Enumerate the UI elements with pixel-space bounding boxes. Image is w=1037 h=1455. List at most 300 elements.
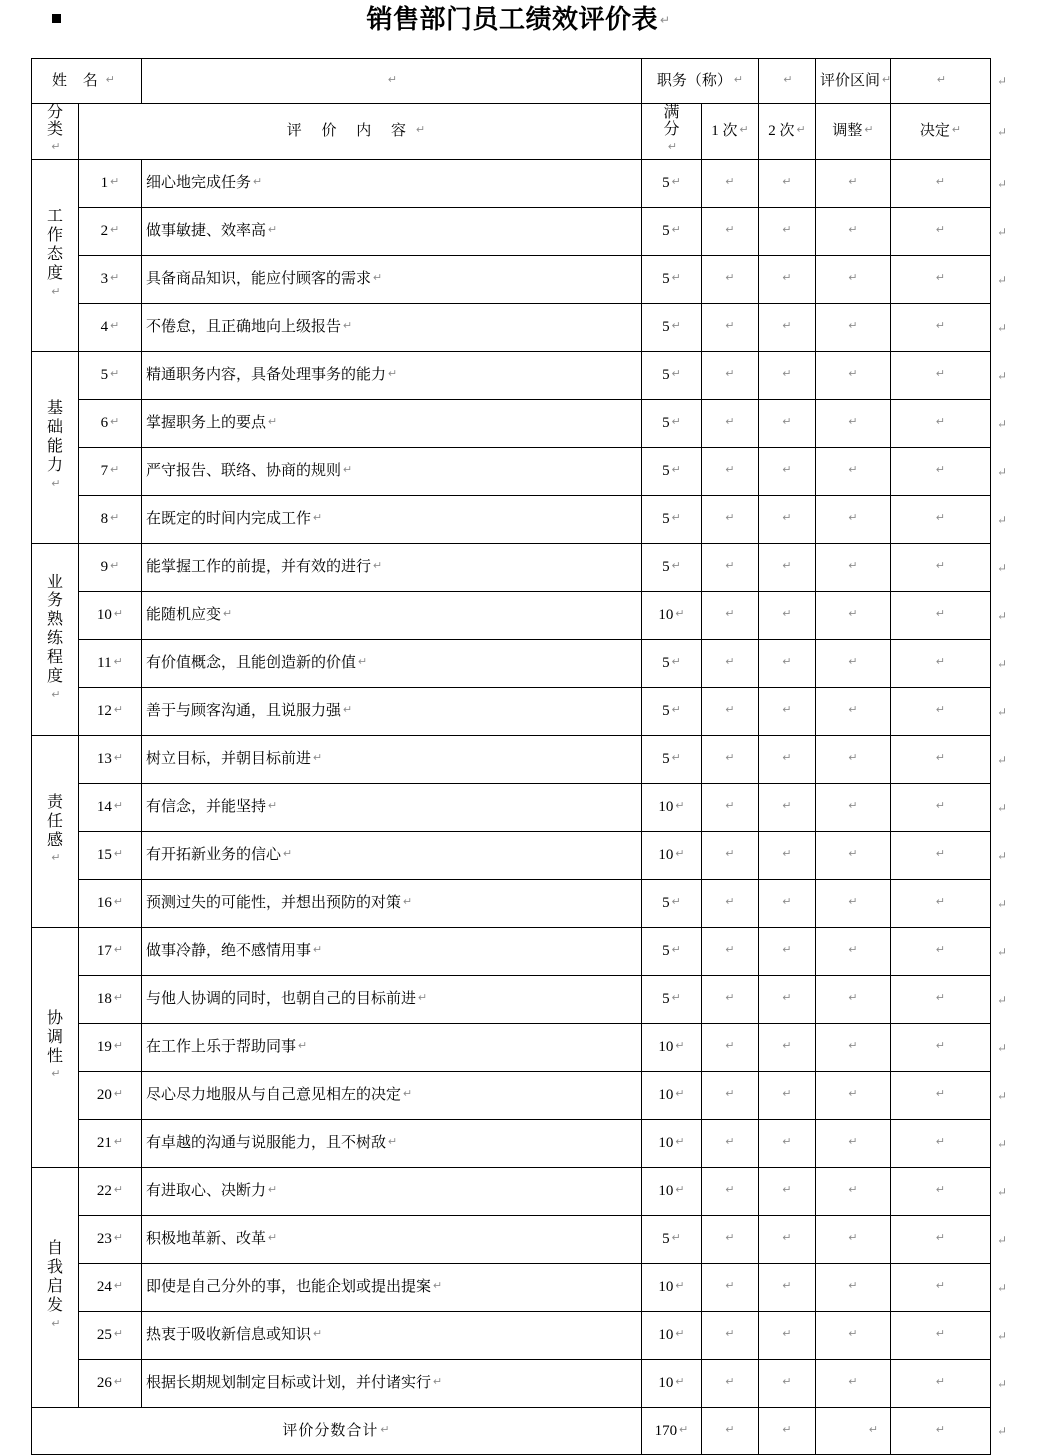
pilcrow-mark: ↵ bbox=[725, 272, 735, 285]
item-adjust[interactable] bbox=[816, 400, 891, 448]
item-decision[interactable] bbox=[891, 784, 991, 832]
header-adjust: 调整 ↵ bbox=[816, 104, 891, 160]
pilcrow-mark: ↵ bbox=[935, 992, 946, 1005]
item-score-second[interactable] bbox=[759, 1360, 816, 1408]
pilcrow-mark: ↵ bbox=[848, 464, 858, 477]
pilcrow-mark: ↵ bbox=[113, 1376, 124, 1389]
pilcrow-mark: ↵ bbox=[997, 368, 1008, 383]
pilcrow-mark: ↵ bbox=[51, 285, 61, 298]
item-score-second[interactable] bbox=[759, 976, 816, 1024]
item-score-second[interactable] bbox=[759, 592, 816, 640]
pilcrow-mark: ↵ bbox=[935, 800, 946, 813]
pilcrow-mark: ↵ bbox=[782, 320, 792, 333]
category-cell-6: 自 我 启 发 ↵ bbox=[32, 1168, 79, 1408]
pilcrow-mark: ↵ bbox=[113, 944, 124, 957]
pilcrow-mark: ↵ bbox=[997, 848, 1008, 863]
pilcrow-mark: ↵ bbox=[416, 124, 434, 137]
pilcrow-mark: ↵ bbox=[935, 512, 946, 525]
item-full-score: 10 ↵ bbox=[642, 1072, 702, 1120]
pilcrow-mark: ↵ bbox=[848, 896, 858, 909]
item-decision[interactable] bbox=[891, 880, 991, 928]
pilcrow-mark: ↵ bbox=[782, 1136, 792, 1149]
pilcrow-mark: ↵ bbox=[725, 1280, 735, 1293]
pilcrow-mark: ↵ bbox=[388, 368, 398, 381]
item-score-first[interactable] bbox=[702, 304, 759, 352]
item-score-second[interactable] bbox=[759, 1120, 816, 1168]
pilcrow-mark: ↵ bbox=[935, 1184, 946, 1197]
item-score-first[interactable] bbox=[702, 544, 759, 592]
pilcrow-mark: ↵ bbox=[725, 512, 735, 525]
item-number: 24 ↵ bbox=[79, 1264, 142, 1312]
item-decision[interactable] bbox=[891, 1120, 991, 1168]
item-score-first[interactable] bbox=[702, 256, 759, 304]
item-score-second[interactable] bbox=[759, 1024, 816, 1072]
item-score-first[interactable] bbox=[702, 1024, 759, 1072]
pilcrow-mark: ↵ bbox=[725, 1423, 735, 1436]
pilcrow-mark: ↵ bbox=[725, 704, 735, 717]
item-score-first[interactable] bbox=[702, 1120, 759, 1168]
item-adjust[interactable] bbox=[816, 352, 891, 400]
item-text: 严守报告、联络、协商的规则 ↵ bbox=[142, 448, 642, 496]
item-score-first[interactable] bbox=[702, 1264, 759, 1312]
item-number: 15 ↵ bbox=[79, 832, 142, 880]
item-text: 根据长期规划制定目标或计划，并付诸实行 ↵ bbox=[142, 1360, 642, 1408]
item-score-second[interactable] bbox=[759, 544, 816, 592]
item-full-score: 10 ↵ bbox=[642, 784, 702, 832]
item-decision[interactable] bbox=[891, 256, 991, 304]
pilcrow-mark: ↵ bbox=[671, 224, 681, 237]
item-score-first[interactable] bbox=[702, 688, 759, 736]
item-adjust[interactable] bbox=[816, 1216, 891, 1264]
item-number: 18 ↵ bbox=[79, 976, 142, 1024]
pilcrow-mark: ↵ bbox=[782, 1328, 792, 1341]
item-score-second[interactable] bbox=[759, 1264, 816, 1312]
item-score-second[interactable] bbox=[759, 256, 816, 304]
pilcrow-mark: ↵ bbox=[113, 608, 124, 621]
pilcrow-mark: ↵ bbox=[313, 752, 323, 765]
item-adjust[interactable] bbox=[816, 1072, 891, 1120]
category-cell-5: 协 调 性 ↵ bbox=[32, 928, 79, 1168]
pilcrow-mark: ↵ bbox=[113, 896, 124, 909]
item-adjust[interactable] bbox=[816, 736, 891, 784]
item-adjust[interactable] bbox=[816, 928, 891, 976]
item-score-first[interactable] bbox=[702, 1168, 759, 1216]
item-score-first[interactable] bbox=[702, 496, 759, 544]
table-row bbox=[32, 832, 991, 880]
item-score-first[interactable] bbox=[702, 640, 759, 688]
total-score-first[interactable] bbox=[702, 1408, 759, 1455]
pilcrow-mark: ↵ bbox=[725, 656, 735, 669]
item-text: 做事冷静，绝不感情用事 ↵ bbox=[142, 928, 642, 976]
header-score-first: 1 次 ↵ bbox=[702, 104, 759, 160]
pilcrow-mark: ↵ bbox=[935, 656, 946, 669]
item-full-score: 5 ↵ bbox=[642, 160, 702, 208]
pilcrow-mark: ↵ bbox=[935, 1376, 946, 1389]
pilcrow-mark: ↵ bbox=[659, 13, 671, 27]
item-decision[interactable] bbox=[891, 496, 991, 544]
item-score-first[interactable] bbox=[702, 448, 759, 496]
item-decision[interactable] bbox=[891, 1168, 991, 1216]
pilcrow-mark: ↵ bbox=[113, 1136, 124, 1149]
column-header-row bbox=[32, 104, 991, 160]
pilcrow-mark: ↵ bbox=[997, 1088, 1008, 1103]
item-adjust[interactable] bbox=[816, 784, 891, 832]
pilcrow-mark: ↵ bbox=[387, 73, 398, 86]
pilcrow-mark: ↵ bbox=[313, 944, 323, 957]
item-decision[interactable] bbox=[891, 736, 991, 784]
pilcrow-mark: ↵ bbox=[868, 1423, 879, 1436]
pilcrow-mark: ↵ bbox=[997, 224, 1008, 239]
pilcrow-mark: ↵ bbox=[997, 944, 1008, 959]
item-score-second[interactable] bbox=[759, 832, 816, 880]
pilcrow-mark: ↵ bbox=[997, 608, 1008, 623]
table-row bbox=[32, 208, 991, 256]
pilcrow-mark: ↵ bbox=[725, 896, 735, 909]
item-decision[interactable] bbox=[891, 640, 991, 688]
item-score-second[interactable] bbox=[759, 400, 816, 448]
pilcrow-mark: ↵ bbox=[671, 752, 681, 765]
item-full-score: 5 ↵ bbox=[642, 256, 702, 304]
pilcrow-mark: ↵ bbox=[725, 1136, 735, 1149]
item-score-first[interactable] bbox=[702, 832, 759, 880]
item-full-score: 5 ↵ bbox=[642, 352, 702, 400]
pilcrow-mark: ↵ bbox=[935, 368, 946, 381]
item-decision[interactable] bbox=[891, 160, 991, 208]
pilcrow-mark: ↵ bbox=[997, 896, 1008, 911]
item-score-second[interactable] bbox=[759, 736, 816, 784]
pilcrow-mark: ↵ bbox=[671, 368, 681, 381]
item-full-score: 5 ↵ bbox=[642, 928, 702, 976]
item-score-second[interactable] bbox=[759, 688, 816, 736]
item-text: 善于与顾客沟通，且说服力强 ↵ bbox=[142, 688, 642, 736]
item-score-first[interactable] bbox=[702, 400, 759, 448]
item-text: 在工作上乐于帮助同事 ↵ bbox=[142, 1024, 642, 1072]
pilcrow-mark: ↵ bbox=[671, 272, 681, 285]
pilcrow-mark: ↵ bbox=[997, 704, 1008, 719]
item-text: 细心地完成任务 ↵ bbox=[142, 160, 642, 208]
pilcrow-mark: ↵ bbox=[848, 272, 858, 285]
item-full-score: 5 ↵ bbox=[642, 1216, 702, 1264]
item-score-second[interactable] bbox=[759, 784, 816, 832]
item-full-score: 5 ↵ bbox=[642, 208, 702, 256]
item-decision[interactable] bbox=[891, 976, 991, 1024]
pilcrow-mark: ↵ bbox=[935, 944, 946, 957]
pilcrow-mark: ↵ bbox=[679, 1423, 689, 1436]
item-score-first[interactable] bbox=[702, 1360, 759, 1408]
pilcrow-mark: ↵ bbox=[51, 852, 61, 865]
pilcrow-mark: ↵ bbox=[667, 140, 678, 153]
item-full-score: 10 ↵ bbox=[642, 592, 702, 640]
table-row bbox=[32, 352, 991, 400]
position-label: 职务（称） ↵ bbox=[642, 59, 759, 104]
pilcrow-mark: ↵ bbox=[671, 704, 681, 717]
pilcrow-mark: ↵ bbox=[864, 124, 874, 137]
item-score-second[interactable] bbox=[759, 928, 816, 976]
pilcrow-mark: ↵ bbox=[935, 1328, 946, 1341]
item-number: 17 ↵ bbox=[79, 928, 142, 976]
pilcrow-mark: ↵ bbox=[725, 1232, 735, 1245]
evaluation-form-table bbox=[31, 58, 991, 1455]
item-score-second[interactable] bbox=[759, 1216, 816, 1264]
pilcrow-mark: ↵ bbox=[725, 992, 735, 1005]
item-decision[interactable] bbox=[891, 688, 991, 736]
pilcrow-mark: ↵ bbox=[725, 416, 735, 429]
item-adjust[interactable] bbox=[816, 1120, 891, 1168]
item-full-score: 5 ↵ bbox=[642, 544, 702, 592]
item-adjust[interactable] bbox=[816, 496, 891, 544]
item-adjust[interactable] bbox=[816, 592, 891, 640]
pilcrow-mark: ↵ bbox=[848, 368, 858, 381]
table-row bbox=[32, 1360, 991, 1408]
pilcrow-mark: ↵ bbox=[110, 176, 120, 189]
item-adjust[interactable] bbox=[816, 304, 891, 352]
pilcrow-mark: ↵ bbox=[782, 560, 792, 573]
pilcrow-mark: ↵ bbox=[997, 124, 1008, 139]
item-decision[interactable] bbox=[891, 1216, 991, 1264]
pilcrow-mark: ↵ bbox=[935, 1423, 946, 1436]
pilcrow-mark: ↵ bbox=[782, 176, 792, 189]
item-number: 22 ↵ bbox=[79, 1168, 142, 1216]
item-decision[interactable] bbox=[891, 352, 991, 400]
pilcrow-mark: ↵ bbox=[848, 1088, 858, 1101]
item-adjust[interactable] bbox=[816, 1264, 891, 1312]
item-score-first[interactable] bbox=[702, 160, 759, 208]
item-number: 4 ↵ bbox=[79, 304, 142, 352]
pilcrow-mark: ↵ bbox=[113, 848, 124, 861]
pilcrow-mark: ↵ bbox=[725, 944, 735, 957]
item-adjust[interactable] bbox=[816, 640, 891, 688]
pilcrow-mark: ↵ bbox=[675, 1040, 685, 1053]
pilcrow-mark: ↵ bbox=[671, 320, 681, 333]
total-score-second[interactable] bbox=[759, 1408, 816, 1455]
table-row bbox=[32, 736, 991, 784]
pilcrow-mark: ↵ bbox=[268, 1184, 278, 1197]
pilcrow-mark: ↵ bbox=[935, 704, 946, 717]
item-score-first[interactable] bbox=[702, 880, 759, 928]
pilcrow-mark: ↵ bbox=[671, 512, 681, 525]
pilcrow-mark: ↵ bbox=[739, 124, 749, 137]
pilcrow-mark: ↵ bbox=[782, 1280, 792, 1293]
item-decision[interactable] bbox=[891, 304, 991, 352]
item-number: 16 ↵ bbox=[79, 880, 142, 928]
table-row bbox=[32, 1216, 991, 1264]
item-number: 23 ↵ bbox=[79, 1216, 142, 1264]
item-full-score: 5 ↵ bbox=[642, 400, 702, 448]
item-adjust[interactable] bbox=[816, 1360, 891, 1408]
period-label: 评价区间 ↵ bbox=[816, 59, 891, 104]
pilcrow-mark: ↵ bbox=[253, 176, 263, 189]
pilcrow-mark: ↵ bbox=[105, 73, 121, 86]
pilcrow-mark: ↵ bbox=[51, 140, 61, 153]
page-title: 销售部门员工绩效评价表 ↵ bbox=[366, 4, 671, 34]
pilcrow-mark: ↵ bbox=[935, 1280, 946, 1293]
item-text: 掌握职务上的要点 ↵ bbox=[142, 400, 642, 448]
item-score-second[interactable] bbox=[759, 208, 816, 256]
name-label: 姓 名 ↵ bbox=[32, 59, 142, 104]
pilcrow-mark: ↵ bbox=[935, 464, 946, 477]
item-adjust[interactable] bbox=[816, 1168, 891, 1216]
item-text: 不倦怠，且正确地向上级报告 ↵ bbox=[142, 304, 642, 352]
pilcrow-mark: ↵ bbox=[110, 224, 120, 237]
item-score-second[interactable] bbox=[759, 160, 816, 208]
pilcrow-mark: ↵ bbox=[848, 608, 858, 621]
pilcrow-mark: ↵ bbox=[725, 608, 735, 621]
item-decision[interactable] bbox=[891, 592, 991, 640]
item-score-second[interactable] bbox=[759, 448, 816, 496]
pilcrow-mark: ↵ bbox=[848, 1136, 858, 1149]
pilcrow-mark: ↵ bbox=[935, 1040, 946, 1053]
item-score-second[interactable] bbox=[759, 880, 816, 928]
item-adjust[interactable] bbox=[816, 256, 891, 304]
pilcrow-mark: ↵ bbox=[51, 1317, 61, 1330]
pilcrow-mark: ↵ bbox=[675, 1184, 685, 1197]
item-full-score: 10 ↵ bbox=[642, 1264, 702, 1312]
pilcrow-mark: ↵ bbox=[725, 368, 735, 381]
item-score-second[interactable] bbox=[759, 496, 816, 544]
item-score-first[interactable] bbox=[702, 1072, 759, 1120]
period-value-field[interactable] bbox=[891, 59, 991, 104]
item-adjust[interactable] bbox=[816, 208, 891, 256]
name-value-field[interactable] bbox=[142, 59, 642, 104]
position-value-field[interactable] bbox=[759, 59, 816, 104]
item-score-first[interactable] bbox=[702, 928, 759, 976]
item-score-first[interactable] bbox=[702, 736, 759, 784]
item-score-first[interactable] bbox=[702, 1312, 759, 1360]
item-score-first[interactable] bbox=[702, 208, 759, 256]
item-score-second[interactable] bbox=[759, 352, 816, 400]
pilcrow-mark: ↵ bbox=[848, 1184, 858, 1197]
pilcrow-mark: ↵ bbox=[113, 704, 124, 717]
pilcrow-mark: ↵ bbox=[725, 1328, 735, 1341]
pilcrow-mark: ↵ bbox=[113, 1280, 124, 1293]
table-row bbox=[32, 928, 991, 976]
pilcrow-mark: ↵ bbox=[782, 656, 792, 669]
item-adjust[interactable] bbox=[816, 1024, 891, 1072]
item-adjust[interactable] bbox=[816, 448, 891, 496]
item-decision[interactable] bbox=[891, 1024, 991, 1072]
pilcrow-mark: ↵ bbox=[671, 464, 681, 477]
pilcrow-mark: ↵ bbox=[725, 1376, 735, 1389]
item-adjust[interactable] bbox=[816, 880, 891, 928]
item-adjust[interactable] bbox=[816, 544, 891, 592]
pilcrow-mark: ↵ bbox=[848, 224, 858, 237]
item-score-second[interactable] bbox=[759, 1072, 816, 1120]
item-decision[interactable] bbox=[891, 1312, 991, 1360]
table-row bbox=[32, 1120, 991, 1168]
pilcrow-mark: ↵ bbox=[997, 74, 1008, 88]
item-adjust[interactable] bbox=[816, 1312, 891, 1360]
item-number: 5 ↵ bbox=[79, 352, 142, 400]
item-text: 在既定的时间内完成工作 ↵ bbox=[142, 496, 642, 544]
item-decision[interactable] bbox=[891, 1264, 991, 1312]
item-number: 20 ↵ bbox=[79, 1072, 142, 1120]
item-full-score: 5 ↵ bbox=[642, 448, 702, 496]
total-adjust[interactable] bbox=[816, 1408, 891, 1455]
pilcrow-mark: ↵ bbox=[110, 560, 120, 573]
pilcrow-mark: ↵ bbox=[997, 272, 1008, 287]
category-cell-4: 责 任 感 ↵ bbox=[32, 736, 79, 928]
item-number: 10 ↵ bbox=[79, 592, 142, 640]
item-decision[interactable] bbox=[891, 208, 991, 256]
item-score-second[interactable] bbox=[759, 1312, 816, 1360]
item-text: 树立目标，并朝目标前进 ↵ bbox=[142, 736, 642, 784]
pilcrow-mark: ↵ bbox=[935, 1088, 946, 1101]
pilcrow-mark: ↵ bbox=[935, 848, 946, 861]
pilcrow-mark: ↵ bbox=[997, 1232, 1008, 1247]
pilcrow-mark: ↵ bbox=[997, 1136, 1008, 1151]
item-full-score: 5 ↵ bbox=[642, 496, 702, 544]
pilcrow-mark: ↵ bbox=[997, 560, 1008, 575]
item-full-score: 10 ↵ bbox=[642, 1168, 702, 1216]
item-score-first[interactable] bbox=[702, 784, 759, 832]
pilcrow-mark: ↵ bbox=[51, 688, 61, 701]
item-score-first[interactable] bbox=[702, 976, 759, 1024]
item-adjust[interactable] bbox=[816, 976, 891, 1024]
item-score-first[interactable] bbox=[702, 1216, 759, 1264]
table-row bbox=[32, 976, 991, 1024]
total-decision[interactable] bbox=[891, 1408, 991, 1455]
pilcrow-mark: ↵ bbox=[782, 608, 792, 621]
pilcrow-mark: ↵ bbox=[110, 512, 120, 525]
item-text: 有开拓新业务的信心 ↵ bbox=[142, 832, 642, 880]
item-score-first[interactable] bbox=[702, 592, 759, 640]
pilcrow-mark: ↵ bbox=[283, 848, 293, 861]
item-text: 有价值概念，且能创造新的价值 ↵ bbox=[142, 640, 642, 688]
item-decision[interactable] bbox=[891, 1072, 991, 1120]
item-number: 8 ↵ bbox=[79, 496, 142, 544]
item-score-second[interactable] bbox=[759, 640, 816, 688]
item-number: 11 ↵ bbox=[79, 640, 142, 688]
pilcrow-mark: ↵ bbox=[51, 477, 61, 490]
pilcrow-mark: ↵ bbox=[113, 1184, 124, 1197]
pilcrow-mark: ↵ bbox=[782, 1184, 792, 1197]
item-text: 积极地革新、改革 ↵ bbox=[142, 1216, 642, 1264]
pilcrow-mark: ↵ bbox=[671, 656, 681, 669]
pilcrow-mark: ↵ bbox=[113, 1040, 124, 1053]
pilcrow-mark: ↵ bbox=[313, 1328, 323, 1341]
title-row bbox=[0, 2, 1037, 37]
pilcrow-mark: ↵ bbox=[113, 1232, 124, 1245]
pilcrow-mark: ↵ bbox=[298, 1040, 308, 1053]
pilcrow-mark: ↵ bbox=[418, 992, 428, 1005]
item-score-second[interactable] bbox=[759, 1168, 816, 1216]
item-decision[interactable] bbox=[891, 448, 991, 496]
item-score-first[interactable] bbox=[702, 352, 759, 400]
pilcrow-mark: ↵ bbox=[848, 512, 858, 525]
item-adjust[interactable] bbox=[816, 688, 891, 736]
item-score-second[interactable] bbox=[759, 304, 816, 352]
item-adjust[interactable] bbox=[816, 160, 891, 208]
pilcrow-mark: ↵ bbox=[782, 1040, 792, 1053]
table-row bbox=[32, 640, 991, 688]
item-full-score: 10 ↵ bbox=[642, 1312, 702, 1360]
pilcrow-mark: ↵ bbox=[782, 1088, 792, 1101]
pilcrow-mark: ↵ bbox=[725, 800, 735, 813]
item-number: 2 ↵ bbox=[79, 208, 142, 256]
pilcrow-mark: ↵ bbox=[848, 1328, 858, 1341]
item-decision[interactable] bbox=[891, 544, 991, 592]
pilcrow-mark: ↵ bbox=[782, 464, 792, 477]
item-decision[interactable] bbox=[891, 928, 991, 976]
item-text: 尽心尽力地服从与自己意见相左的决定 ↵ bbox=[142, 1072, 642, 1120]
item-number: 7 ↵ bbox=[79, 448, 142, 496]
item-number: 12 ↵ bbox=[79, 688, 142, 736]
item-decision[interactable] bbox=[891, 400, 991, 448]
item-decision[interactable] bbox=[891, 1360, 991, 1408]
item-adjust[interactable] bbox=[816, 832, 891, 880]
pilcrow-mark: ↵ bbox=[848, 800, 858, 813]
item-decision[interactable] bbox=[891, 832, 991, 880]
